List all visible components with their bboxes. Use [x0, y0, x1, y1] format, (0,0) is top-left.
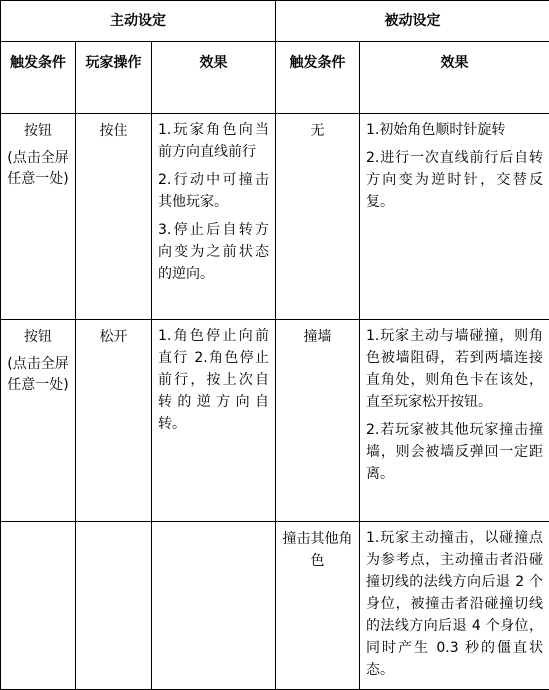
effect-item: 1.玩家角色向当前方向直线前行	[158, 119, 269, 163]
operation-cell	[76, 320, 152, 522]
trigger-cell	[1, 320, 76, 522]
col-header-passive-trigger: 触发条件	[276, 42, 360, 114]
passive-trigger-cell	[276, 114, 360, 320]
effect-cell	[152, 114, 276, 320]
trigger-label: 按钮	[7, 326, 69, 348]
section-header-row	[1, 1, 549, 42]
passive-trigger-cell	[276, 320, 360, 522]
passive-effect-cell	[360, 522, 549, 690]
passive-effect-item: 1.初始角色顺时针旋转	[366, 119, 543, 141]
trigger-note: (点击全屏任意一处)	[7, 148, 69, 190]
passive-trigger-label: 撞击其他角色	[282, 528, 353, 572]
effect-cell	[152, 522, 276, 690]
col-header-effect: 效果	[152, 42, 276, 114]
operation-label: 按住	[82, 120, 145, 142]
col-header-trigger: 触发条件	[1, 42, 76, 114]
table-row	[1, 320, 549, 522]
operation-cell	[76, 114, 152, 320]
passive-trigger-label: 撞墙	[282, 326, 353, 348]
passive-effect-item: 2.若玩家被其他玩家撞击撞墙，则会被墙反弹回一定距离。	[366, 419, 543, 485]
effect-item: 2.行动中可撞击其他玩家。	[158, 169, 269, 213]
operation-label: 松开	[82, 326, 145, 348]
passive-trigger-cell	[276, 522, 360, 690]
trigger-cell	[1, 114, 76, 320]
effect-item: 3.停止后自转方向变为之前状态的逆向。	[158, 219, 269, 285]
passive-section-header: 被动设定	[276, 1, 549, 42]
table-row	[1, 522, 549, 690]
passive-effect-cell	[360, 114, 549, 320]
table-row	[1, 114, 549, 320]
operation-cell	[76, 522, 152, 690]
col-header-operation: 玩家操作	[76, 42, 152, 114]
column-header-row	[1, 42, 549, 114]
trigger-note: (点击全屏任意一处)	[7, 354, 69, 396]
passive-effect-cell	[360, 320, 549, 522]
passive-trigger-label: 无	[282, 120, 353, 142]
effect-item: 1.角色停止向前直行 2.角色停止前行，按上次自转的逆方向自转。	[158, 325, 269, 435]
col-header-passive-effect: 效果	[360, 42, 549, 114]
trigger-label: 按钮	[7, 120, 69, 142]
effect-cell	[152, 320, 276, 522]
passive-effect-item: 1.玩家主动撞击，以碰撞点为参考点，主动撞击者沿碰撞切线的法线方向后退 2 个身位，被撞击者沿碰撞切线的法线方向后退 4 个身位，同时产生 0.3 秒的僵直状态。	[366, 527, 543, 681]
passive-effect-item: 1.玩家主动与墙碰撞，则角色被墙阻碍，若到两墙连接直角处，则角色卡在该处，直至玩家松开按钮。	[366, 325, 543, 413]
active-section-header: 主动设定	[1, 1, 276, 42]
passive-effect-item: 2.进行一次直线前行后自转方向变为逆时针，交替反复。	[366, 147, 543, 213]
trigger-cell	[1, 522, 76, 690]
